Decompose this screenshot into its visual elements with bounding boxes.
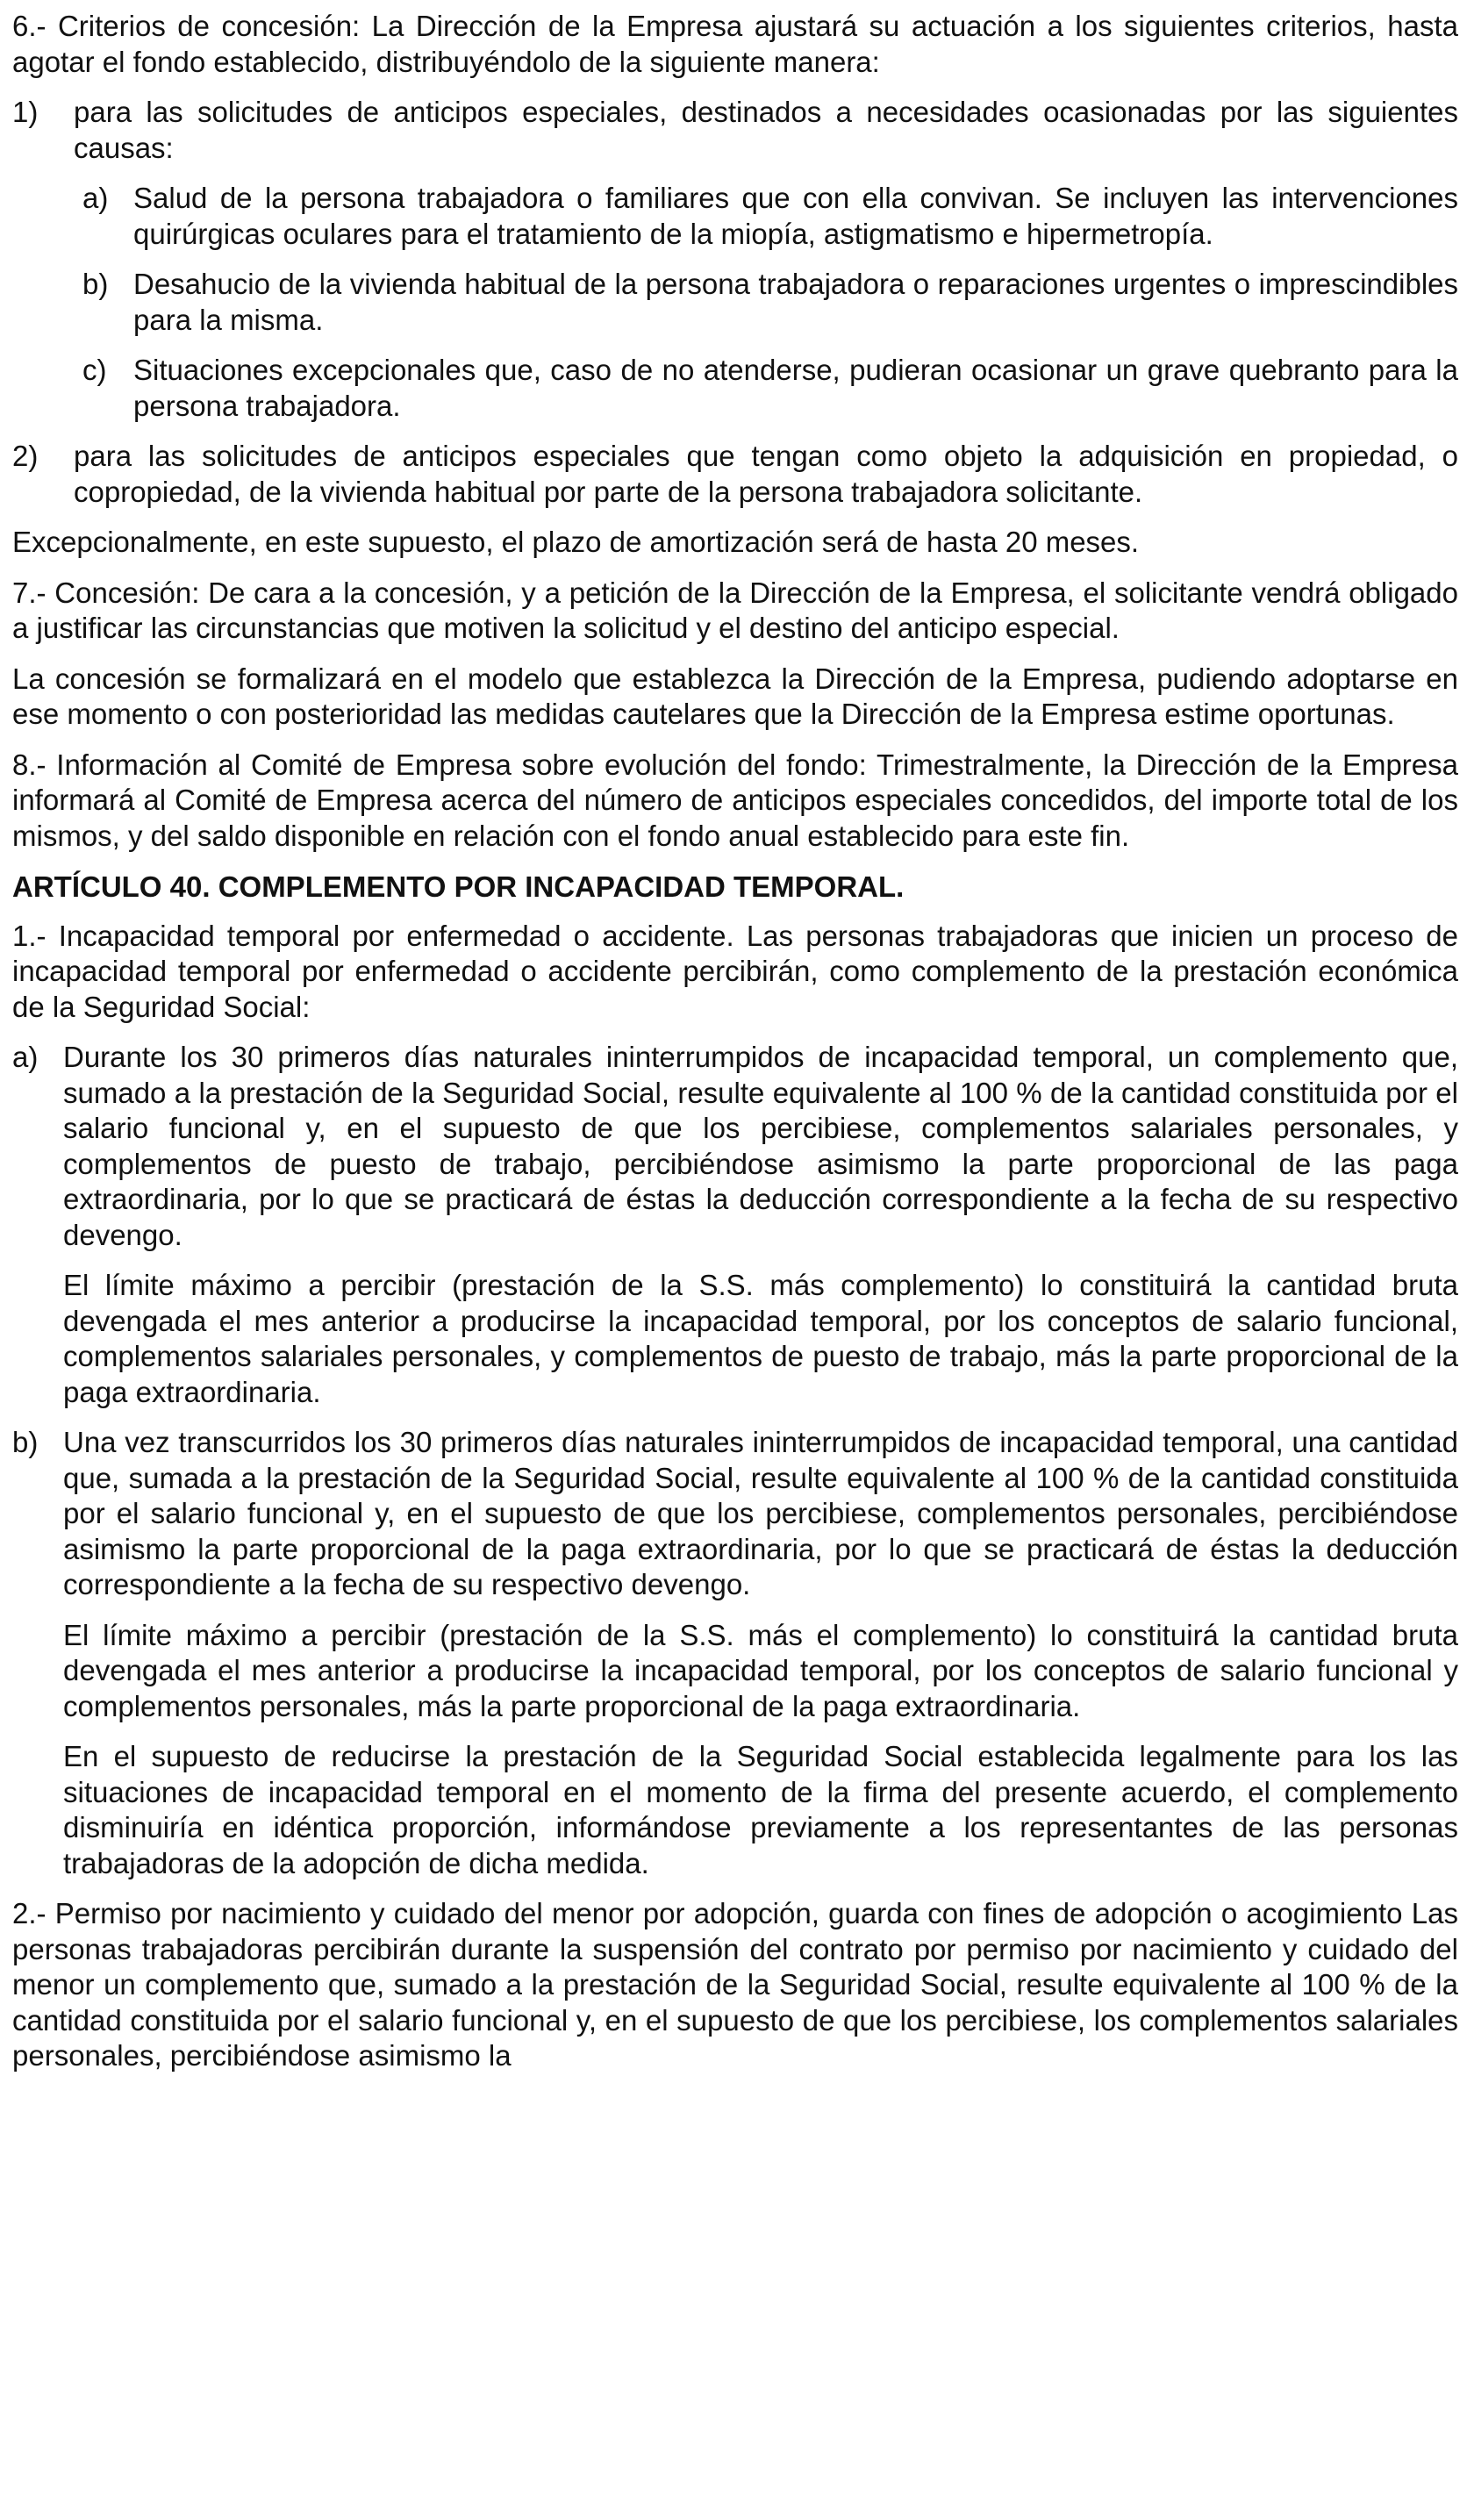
section-6-subitem-b — [82, 267, 1458, 338]
subitem-c-marker: c) — [82, 354, 107, 386]
subitem-c-text: Situaciones excepcionales que, caso de no atenderse, pudieran ocasionar un grave quebranto para la persona trabajadora. — [133, 354, 1458, 422]
item-a-marker: a) — [12, 1041, 39, 1073]
section-6-intro: 6.- Criterios de concesión: La Dirección de la Empresa ajustará su actuación a los siguientes criterios, hasta agotar el fondo establecido, distribuyéndolo de la siguiente manera: — [12, 10, 1458, 78]
item-2-marker: 2) — [12, 440, 39, 472]
item-a-text: Durante los 30 primeros días naturales ininterrumpidos de incapacidad temporal, un complemento que, sumado a la prestación de la Seguridad Social, resulte equivalente al 100 % de la cantidad constituida por el salario funcional y, en el supuesto de que los percibiese, complementos salariales personales, y complementos de puesto de trabajo, percibiéndose asimismo la parte proporcional de las paga extraordinaria, por lo que se practicará de éstas la deducción correspondiente a la fecha de su respectivo devengo. — [63, 1041, 1458, 1251]
article-40-item-b — [12, 1425, 1458, 1603]
section-6-subitem-c — [82, 353, 1458, 424]
article-40-item-a — [12, 1040, 1458, 1253]
item-b-limit: El límite máximo a percibir (prestación de la S.S. más el complemento) lo constituirá la cantidad bruta devengada el mes anterior a producirse la incapacidad temporal, por los conceptos de salario funcional y complementos personales, más la parte proporcional de la paga extraordinaria. — [63, 1618, 1458, 1722]
item-b-text: Una vez transcurridos los 30 primeros días naturales ininterrumpidos de incapacidad temporal, una cantidad que, sumada a la prestación de la Seguridad Social, resulte equivalente al 100 % de la cantidad constituida por el salario funcional y, en el supuesto de que los percibiese, complementos personales, percibiéndose asimismo la parte proporcional de la paga extraordinaria, por lo que se practicará de éstas la deducción correspondiente a la fecha de su respectivo devengo. — [63, 1426, 1458, 1600]
subitem-b-marker: b) — [82, 268, 109, 300]
item-2-text: para las solicitudes de anticipos especiales que tengan como objeto la adquisición en propiedad, o copropiedad, de la vivienda habitual por parte de la persona trabajadora solicitante. — [74, 440, 1458, 508]
item-a-limit: El límite máximo a percibir (prestación de la S.S. más complemento) lo constituirá la cantidad bruta devengada el mes anterior a producirse la incapacidad temporal, por los conceptos de salario funcional, complementos salariales personales, y complementos de puesto de trabajo, más la parte proporcional de la paga extraordinaria. — [63, 1269, 1458, 1408]
item-b-marker: b) — [12, 1426, 39, 1458]
subitem-a-marker: a) — [82, 182, 109, 214]
section-6-item-2 — [12, 439, 1458, 510]
article-40-heading: ARTÍCULO 40. COMPLEMENTO POR INCAPACIDAD TEMPORAL. — [12, 870, 905, 903]
article-40-paragraph-2: 2.- Permiso por nacimiento y cuidado del menor por adopción, guarda con fines de adopción o acogimiento Las personas trabajadoras percibirán durante la suspensión del contrato por permiso por nacimiento y cuidado del menor un complemento que, sumado a la prestación de la Seguridad Social, resulte equivalente al 100 % de la cantidad constituida por el salario funcional y, en el supuesto de que los percibiese, los complementos salariales personales, percibiéndose asimismo la — [12, 1897, 1458, 2072]
subitem-b-text: Desahucio de la vivienda habitual de la persona trabajadora o reparaciones urgentes o imprescindibles para la misma. — [133, 268, 1458, 336]
document-page — [12, 9, 1458, 2074]
section-6-subitem-a — [82, 181, 1458, 252]
section-8-paragraph: 8.- Información al Comité de Empresa sobre evolución del fondo: Trimestralmente, la Dirección de la Empresa informará al Comité de Empresa acerca del número de anticipos especiales concedidos, del importe total de los mismos, y del saldo disponible en relación con el fondo anual establecido para este fin. — [12, 748, 1458, 852]
section-6-item-1 — [12, 95, 1458, 166]
subitem-a-text: Salud de la persona trabajadora o familiares que con ella convivan. Se incluyen las intervenciones quirúrgicas oculares para el tratamiento de la miopía, astigmatismo e hipermetropía. — [133, 182, 1458, 250]
section-7-paragraph-1: 7.- Concesión: De cara a la concesión, y a petición de la Dirección de la Empresa, el solicitante vendrá obligado a justificar las circunstancias que motiven la solicitud y el destino del anticipo especial. — [12, 576, 1458, 644]
item-b-reduction: En el supuesto de reducirse la prestación de la Seguridad Social establecida legalmente para los las situaciones de incapacidad temporal en el momento de la firma del presente acuerdo, el complemento disminuiría en idéntica proporción, informándose previamente a los representantes de las personas trabajadoras de la adopción de dicha medida. — [63, 1740, 1458, 1879]
item-1-marker: 1) — [12, 96, 39, 128]
section-7-paragraph-2: La concesión se formalizará en el modelo que establezca la Dirección de la Empresa, pudiendo adoptarse en ese momento o con posterioridad las medidas cautelares que la Dirección de la Empresa estime oportunas. — [12, 662, 1458, 730]
section-6-exception: Excepcionalmente, en este supuesto, el plazo de amortización será de hasta 20 meses. — [12, 526, 1140, 558]
article-40-paragraph-1: 1.- Incapacidad temporal por enfermedad o accidente. Las personas trabajadoras que inicien un proceso de incapacidad temporal por enfermedad o accidente percibirán, como complemento de la prestación económica de la Seguridad Social: — [12, 919, 1458, 1023]
item-1-text: para las solicitudes de anticipos especiales, destinados a necesidades ocasionadas por las siguientes causas: — [74, 96, 1458, 164]
